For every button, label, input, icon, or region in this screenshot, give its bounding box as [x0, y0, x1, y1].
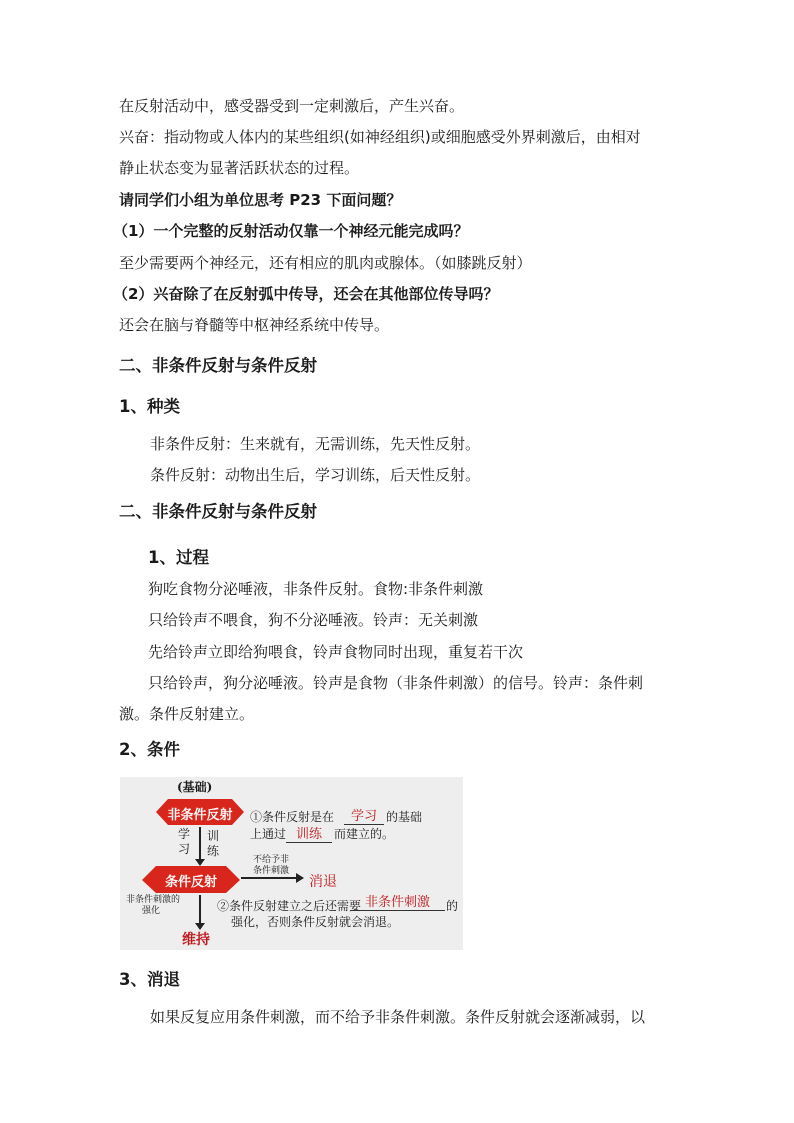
conditioning-figure	[120, 777, 463, 950]
process-paragraph-2: 只给铃声不喂食，狗不分泌唾液。铃声：无关刺激	[148, 611, 479, 629]
fade-word: 消退	[309, 874, 337, 890]
side-arrow-label-1: 不给予非	[253, 855, 290, 865]
unconditioned-node-label: 非条件反射	[167, 808, 233, 823]
process-paragraph-3: 先给铃声立即给狗喂食，铃声食物同时出现，重复若干次	[148, 643, 524, 661]
intro-line-1: 在反射活动中，感受器受到一定刺激后，产生兴奋。	[119, 97, 465, 115]
process-paragraph-1: 狗吃食物分泌唾液，非条件反射。食物:非条件刺激	[148, 580, 484, 598]
subheading-conditions: 2、条件	[119, 740, 180, 759]
statement-1-suffix: 的基础	[386, 810, 423, 824]
section-title-2: 二、非条件反射与条件反射	[119, 502, 317, 521]
statement-1-line2-prefix: 上通过	[250, 827, 287, 841]
arrow-label-xue: 学	[178, 827, 191, 841]
question-1: （1）一个完整的反射活动仅靠一个神经元能完成吗？	[113, 222, 469, 240]
arrow-label-xi: 习	[178, 842, 191, 856]
maintain-word: 维持	[182, 932, 210, 948]
statement-1-fill-training: 训练	[286, 823, 332, 843]
statement-2-prefix: ②条件反射建立之后还需要	[217, 899, 362, 913]
subheading-process: 1、过程	[148, 548, 209, 567]
question-2: （2）兴奋除了在反射弧中传导，还会在其他部位传导吗？	[113, 285, 499, 303]
types-paragraph-2: 条件反射：动物出生后，学习训练，后天性反射。	[150, 466, 481, 484]
side-arrow-label-2: 条件刺激	[253, 866, 290, 876]
process-paragraph-4a: 只给铃声，狗分泌唾液。铃声是食物（非条件刺激）的信号。铃声：条件刺	[148, 674, 644, 692]
base-label: (基础)	[177, 780, 213, 794]
subheading-extinction: 3、消退	[119, 970, 180, 989]
statement-2-line2: 强化，否则条件反射就会消退。	[231, 915, 400, 929]
left-note-2: 强化	[142, 906, 161, 916]
subheading-types: 1、种类	[119, 397, 180, 416]
discussion-prompt: 请同学们小组为单位思考 P23 下面问题？	[119, 191, 402, 209]
arrow-label-lian: 练	[207, 844, 220, 858]
extinction-paragraph: 如果反复应用条件刺激，而不给予非条件刺激。条件反射就会逐渐减弱，以	[150, 1008, 646, 1026]
statement-1-prefix: ①条件反射是在	[250, 810, 335, 824]
learning-arrowhead	[195, 859, 205, 866]
left-note-1: 非条件刺激的	[126, 895, 181, 905]
statement-2-fill-unconditioned: 非条件刺激	[350, 891, 445, 911]
statement-2-suffix: 的	[446, 899, 459, 913]
process-paragraph-4b: 激。条件反射建立。	[119, 705, 255, 723]
fade-arrowhead	[296, 873, 304, 883]
statement-1-line2-suffix: 而建立的。	[334, 827, 395, 841]
conditioned-node-label: 条件反射	[164, 875, 217, 890]
intro-line-2: 兴奋：指动物或人体内的某些组织(如神经组织)或细胞感受外界刺激后，由相对	[119, 128, 641, 146]
arrow-label-xun: 训	[207, 829, 220, 843]
types-paragraph-1: 非条件反射：生来就有，无需训练，先天性反射。	[150, 435, 481, 453]
answer-2: 还会在脑与脊髓等中枢神经系统中传导。	[119, 316, 390, 334]
section-title-1: 二、非条件反射与条件反射	[119, 356, 317, 375]
answer-1: 至少需要两个神经元，还有相应的肌肉或腺体。（如膝跳反射）	[119, 254, 532, 272]
intro-line-3: 静止状态变为显著活跃状态的过程。	[119, 159, 360, 177]
statement-1-fill-learning: 学习	[344, 805, 384, 825]
